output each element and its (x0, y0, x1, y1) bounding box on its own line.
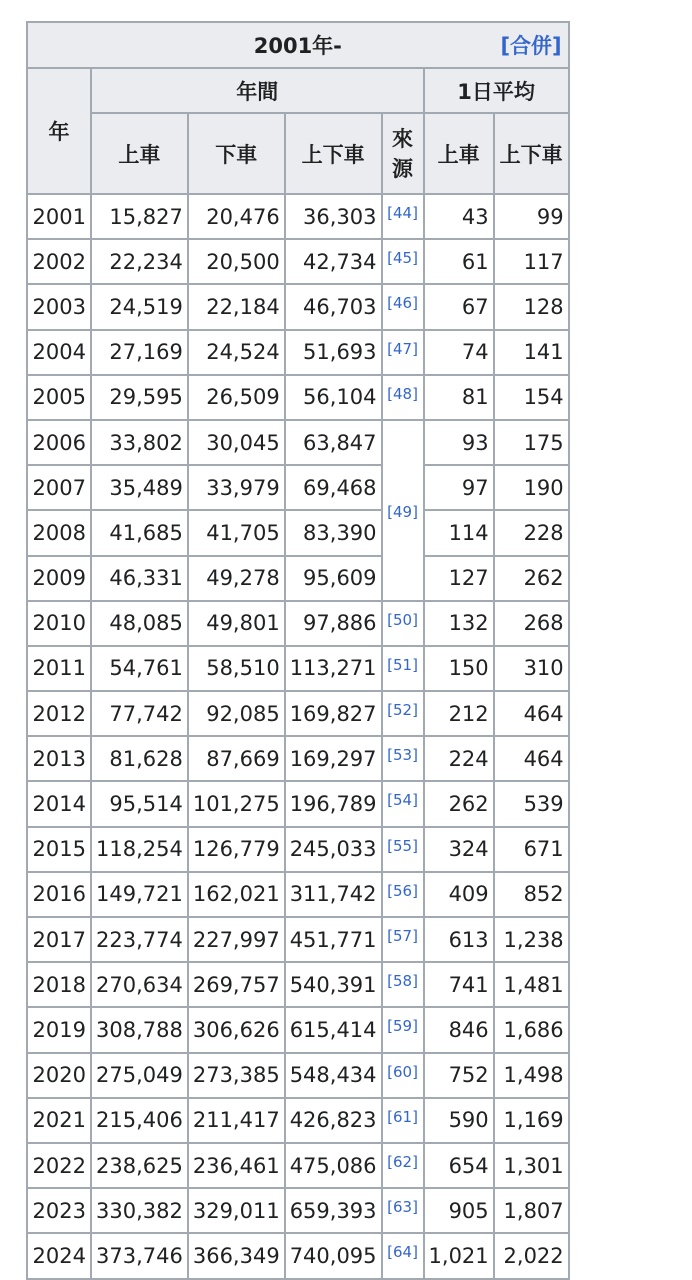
table-row (27, 736, 569, 781)
source-cell (382, 194, 424, 239)
source-cell (382, 601, 424, 646)
table-row (27, 962, 569, 1007)
table-caption (27, 22, 569, 68)
source-header (382, 113, 424, 194)
source-cell (382, 1098, 424, 1143)
daily-board-cell: 61 (424, 239, 494, 284)
year-cell: 2014 (27, 781, 91, 826)
year-cell: 2017 (27, 917, 91, 962)
daily-board-cell: 741 (424, 962, 494, 1007)
daily-total-header: 上下車 (494, 113, 569, 194)
table-row (27, 375, 569, 420)
alight-cell: 20,476 (188, 194, 285, 239)
daily-board-cell: 905 (424, 1188, 494, 1233)
year-cell: 2021 (27, 1098, 91, 1143)
source-cell (382, 646, 424, 691)
daily-total-cell: 262 (494, 556, 569, 601)
alight-cell: 366,349 (188, 1233, 285, 1278)
year-cell: 2008 (27, 510, 91, 555)
year-cell: 2022 (27, 1143, 91, 1188)
year-cell: 2005 (27, 375, 91, 420)
year-cell: 2001 (27, 194, 91, 239)
daily-total-cell: 671 (494, 827, 569, 872)
reference-link[interactable]: [48] (387, 384, 418, 403)
daily-total-cell: 1,498 (494, 1053, 569, 1098)
source-header-label: 來 源 (392, 126, 414, 181)
total-cell: 36,303 (285, 194, 382, 239)
table-row (27, 646, 569, 691)
source-cell (382, 691, 424, 736)
alight-cell: 101,275 (188, 781, 285, 826)
source-cell (382, 1143, 424, 1188)
source-cell (382, 917, 424, 962)
table-row (27, 1053, 569, 1098)
source-cell (382, 781, 424, 826)
ridership-table (26, 21, 570, 1280)
daily-total-cell: 1,807 (494, 1188, 569, 1233)
daily-total-cell: 228 (494, 510, 569, 555)
daily-total-cell: 1,686 (494, 1007, 569, 1052)
total-cell: 69,468 (285, 465, 382, 510)
reference-link[interactable]: [50] (387, 610, 418, 629)
reference-link[interactable]: [63] (387, 1198, 418, 1217)
source-cell (382, 827, 424, 872)
board-cell: 15,827 (91, 194, 188, 239)
alight-cell: 126,779 (188, 827, 285, 872)
board-cell: 29,595 (91, 375, 188, 420)
alight-cell: 22,184 (188, 284, 285, 329)
board-cell: 95,514 (91, 781, 188, 826)
reference-link[interactable]: [62] (387, 1152, 418, 1171)
total-cell: 475,086 (285, 1143, 382, 1188)
year-cell: 2011 (27, 646, 91, 691)
table-row (27, 1188, 569, 1233)
daily-total-cell: 128 (494, 284, 569, 329)
source-cell (382, 736, 424, 781)
reference-link[interactable]: [64] (387, 1243, 418, 1262)
daily-board-cell: 150 (424, 646, 494, 691)
daily-board-cell: 409 (424, 872, 494, 917)
daily-total-cell: 141 (494, 330, 569, 375)
alight-cell: 26,509 (188, 375, 285, 420)
total-cell: 63,847 (285, 420, 382, 465)
merge-link[interactable]: [合併] (500, 34, 562, 58)
alight-cell: 20,500 (188, 239, 285, 284)
source-cell (382, 1053, 424, 1098)
alight-cell: 236,461 (188, 1143, 285, 1188)
daily-board-cell: 67 (424, 284, 494, 329)
total-cell: 56,104 (285, 375, 382, 420)
daily-board-cell: 752 (424, 1053, 494, 1098)
reference-link[interactable]: [56] (387, 881, 418, 900)
total-cell: 51,693 (285, 330, 382, 375)
reference-link[interactable]: [51] (387, 655, 418, 674)
year-cell: 2018 (27, 962, 91, 1007)
table-row (27, 194, 569, 239)
total-cell: 615,414 (285, 1007, 382, 1052)
year-cell: 2006 (27, 420, 91, 465)
daily-total-cell: 1,169 (494, 1098, 569, 1143)
alight-cell: 329,011 (188, 1188, 285, 1233)
year-header: 年 (27, 68, 91, 194)
alight-cell: 269,757 (188, 962, 285, 1007)
source-cell (382, 1188, 424, 1233)
source-cell (382, 1233, 424, 1278)
board-cell: 35,489 (91, 465, 188, 510)
daily-board-cell: 97 (424, 465, 494, 510)
table-row (27, 691, 569, 736)
daily-board-cell: 654 (424, 1143, 494, 1188)
daily-total-cell: 539 (494, 781, 569, 826)
annual-header: 年間 (91, 68, 424, 113)
board-cell: 33,802 (91, 420, 188, 465)
total-cell: 311,742 (285, 872, 382, 917)
alight-cell: 306,626 (188, 1007, 285, 1052)
board-cell: 330,382 (91, 1188, 188, 1233)
daily-board-cell: 132 (424, 601, 494, 646)
table-row (27, 284, 569, 329)
board-header: 上車 (91, 113, 188, 194)
daily-board-cell: 224 (424, 736, 494, 781)
board-cell: 373,746 (91, 1233, 188, 1278)
daily-board-cell: 127 (424, 556, 494, 601)
source-cell (382, 1007, 424, 1052)
total-cell: 169,827 (285, 691, 382, 736)
alight-cell: 87,669 (188, 736, 285, 781)
table-row (27, 781, 569, 826)
alight-cell: 49,278 (188, 556, 285, 601)
alight-header: 下車 (188, 113, 285, 194)
board-cell: 308,788 (91, 1007, 188, 1052)
reference-link[interactable]: [57] (387, 927, 418, 945)
table-row (27, 420, 569, 465)
daily-board-cell: 846 (424, 1007, 494, 1052)
alight-cell: 41,705 (188, 510, 285, 555)
total-cell: 659,393 (285, 1188, 382, 1233)
reference-link[interactable]: [47] (387, 339, 418, 358)
daily-board-cell: 212 (424, 691, 494, 736)
total-cell: 46,703 (285, 284, 382, 329)
caption-title: 2001年- (253, 34, 342, 58)
table-row (27, 465, 569, 510)
reference-link[interactable]: [54] (387, 791, 418, 810)
table-row (27, 1143, 569, 1188)
total-header: 上下車 (285, 113, 382, 194)
reference-link[interactable]: [44] (387, 204, 418, 222)
source-cell (382, 239, 424, 284)
alight-cell: 92,085 (188, 691, 285, 736)
daily-total-cell: 175 (494, 420, 569, 465)
reference-link[interactable]: [49] (387, 503, 418, 522)
board-cell: 275,049 (91, 1053, 188, 1098)
alight-cell: 273,385 (188, 1053, 285, 1098)
year-cell: 2004 (27, 330, 91, 375)
reference-link[interactable]: [52] (387, 701, 418, 720)
table-row (27, 1007, 569, 1052)
daily-total-cell: 464 (494, 691, 569, 736)
table-row (27, 1233, 569, 1278)
daily-average-header: 1日平均 (424, 68, 569, 113)
total-cell: 451,771 (285, 917, 382, 962)
total-cell: 426,823 (285, 1098, 382, 1143)
daily-board-cell: 590 (424, 1098, 494, 1143)
daily-board-cell: 262 (424, 781, 494, 826)
table-row (27, 872, 569, 917)
total-cell: 196,789 (285, 781, 382, 826)
alight-cell: 49,801 (188, 601, 285, 646)
table-body (27, 194, 569, 1279)
daily-board-cell: 1,021 (424, 1233, 494, 1278)
reference-link[interactable]: [60] (387, 1062, 418, 1081)
board-cell: 270,634 (91, 962, 188, 1007)
table-row (27, 556, 569, 601)
source-cell (382, 330, 424, 375)
source-cell (382, 420, 424, 601)
daily-total-cell: 852 (494, 872, 569, 917)
alight-cell: 211,417 (188, 1098, 285, 1143)
alight-cell: 33,979 (188, 465, 285, 510)
daily-total-cell: 464 (494, 736, 569, 781)
year-cell: 2024 (27, 1233, 91, 1278)
total-cell: 548,434 (285, 1053, 382, 1098)
daily-board-cell: 114 (424, 510, 494, 555)
year-cell: 2016 (27, 872, 91, 917)
daily-board-cell: 93 (424, 420, 494, 465)
total-cell: 740,095 (285, 1233, 382, 1278)
year-cell: 2010 (27, 601, 91, 646)
daily-total-cell: 1,301 (494, 1143, 569, 1188)
total-cell: 42,734 (285, 239, 382, 284)
total-cell: 113,271 (285, 646, 382, 691)
daily-total-cell: 268 (494, 601, 569, 646)
reference-link[interactable]: [61] (387, 1107, 418, 1126)
board-cell: 24,519 (91, 284, 188, 329)
total-cell: 540,391 (285, 962, 382, 1007)
daily-total-cell: 117 (494, 239, 569, 284)
year-cell: 2015 (27, 827, 91, 872)
daily-board-header: 上車 (424, 113, 494, 194)
daily-board-cell: 43 (424, 194, 494, 239)
source-cell (382, 962, 424, 1007)
year-cell: 2023 (27, 1188, 91, 1233)
alight-cell: 24,524 (188, 330, 285, 375)
daily-board-cell: 613 (424, 917, 494, 962)
source-cell (382, 284, 424, 329)
daily-total-cell: 1,481 (494, 962, 569, 1007)
daily-board-cell: 74 (424, 330, 494, 375)
total-cell: 97,886 (285, 601, 382, 646)
daily-total-cell: 310 (494, 646, 569, 691)
board-cell: 41,685 (91, 510, 188, 555)
board-cell: 215,406 (91, 1098, 188, 1143)
board-cell: 223,774 (91, 917, 188, 962)
source-cell (382, 375, 424, 420)
daily-total-cell: 154 (494, 375, 569, 420)
year-cell: 2019 (27, 1007, 91, 1052)
table-row (27, 1098, 569, 1143)
board-cell: 149,721 (91, 872, 188, 917)
board-cell: 22,234 (91, 239, 188, 284)
table-row (27, 601, 569, 646)
board-cell: 77,742 (91, 691, 188, 736)
alight-cell: 30,045 (188, 420, 285, 465)
board-cell: 48,085 (91, 601, 188, 646)
reference-link[interactable]: [53] (387, 746, 418, 765)
daily-board-cell: 324 (424, 827, 494, 872)
daily-total-cell: 190 (494, 465, 569, 510)
total-cell: 245,033 (285, 827, 382, 872)
source-cell (382, 872, 424, 917)
daily-total-cell: 1,238 (494, 917, 569, 962)
total-cell: 83,390 (285, 510, 382, 555)
board-cell: 118,254 (91, 827, 188, 872)
total-cell: 95,609 (285, 556, 382, 601)
reference-link[interactable]: [58] (387, 972, 418, 991)
table-row (27, 239, 569, 284)
daily-total-cell: 99 (494, 194, 569, 239)
year-cell: 2020 (27, 1053, 91, 1098)
year-cell: 2012 (27, 691, 91, 736)
year-cell: 2009 (27, 556, 91, 601)
board-cell: 27,169 (91, 330, 188, 375)
reference-link[interactable]: [59] (387, 1017, 418, 1036)
board-cell: 54,761 (91, 646, 188, 691)
alight-cell: 227,997 (188, 917, 285, 962)
reference-link[interactable]: [45] (387, 249, 418, 268)
year-cell: 2013 (27, 736, 91, 781)
daily-total-cell: 2,022 (494, 1233, 569, 1278)
year-cell: 2007 (27, 465, 91, 510)
board-cell: 46,331 (91, 556, 188, 601)
table-row (27, 510, 569, 555)
year-cell: 2003 (27, 284, 91, 329)
table-row (27, 917, 569, 962)
table-row (27, 827, 569, 872)
alight-cell: 58,510 (188, 646, 285, 691)
year-cell: 2002 (27, 239, 91, 284)
total-cell: 169,297 (285, 736, 382, 781)
alight-cell: 162,021 (188, 872, 285, 917)
reference-link[interactable]: [46] (387, 294, 418, 313)
reference-link[interactable]: [55] (387, 836, 418, 855)
table-row (27, 330, 569, 375)
board-cell: 238,625 (91, 1143, 188, 1188)
daily-board-cell: 81 (424, 375, 494, 420)
board-cell: 81,628 (91, 736, 188, 781)
